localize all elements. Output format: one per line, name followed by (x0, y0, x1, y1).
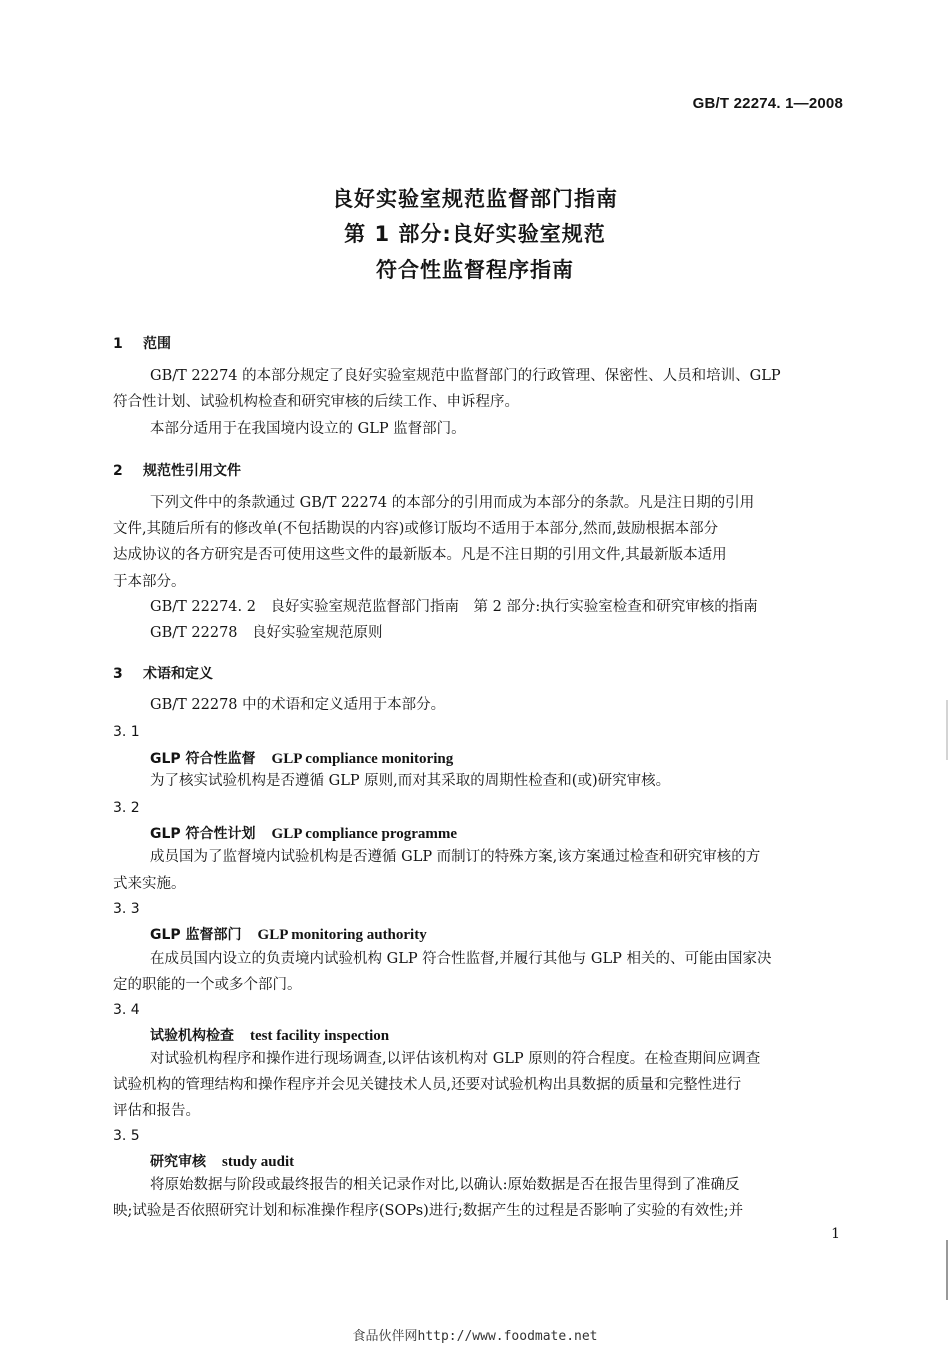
section-number: 1 (113, 336, 123, 352)
term-en: study audit (222, 1154, 295, 1170)
term-definition-line: 式来实施。 (113, 876, 186, 892)
scan-edge-mark (946, 700, 948, 760)
standard-code: GB/T 22274. 1—2008 (692, 95, 843, 112)
term-zh: GLP 符合性计划 (150, 826, 256, 842)
term-heading (150, 1151, 294, 1171)
reference-title: 良好实验室规范原则 (252, 625, 383, 641)
title-line-2: 第 1 部分:良好实验室规范 (344, 222, 606, 246)
term-heading (150, 924, 427, 944)
term-number: 3. 4 (113, 1002, 140, 1018)
term-zh: 试验机构检查 (150, 1028, 234, 1044)
term-heading (150, 1025, 389, 1045)
section-title: 范围 (143, 336, 171, 352)
term-en: test facility inspection (250, 1028, 390, 1044)
title-line-1: 良好实验室规范监督部门指南 (332, 187, 618, 211)
section-title: 规范性引用文件 (143, 463, 241, 479)
section-2-heading (113, 460, 241, 480)
scan-edge-mark (946, 1240, 948, 1300)
normative-reference (150, 620, 383, 646)
term-definition-line: 评估和报告。 (113, 1103, 200, 1119)
title-line-3: 符合性监督程序指南 (376, 258, 574, 282)
section-2-paragraph-line: 达成协议的各方研究是否可使用这些文件的最新版本。凡是不注日期的引用文件,其最新版本适用 (113, 547, 727, 563)
section-2-paragraph-line: 下列文件中的条款通过 GB/T 22274 的本部分的引用而成为本部分的条款。凡是注日期的引用 (150, 495, 755, 511)
term-zh: GLP 监督部门 (150, 927, 242, 943)
footer-site-name: 食品伙伴网 (352, 1329, 418, 1344)
reference-code: GB/T 22278 (150, 625, 238, 641)
section-2-paragraph-line: 于本部分。 (113, 574, 186, 590)
term-definition-line: 为了核实试验机构是否遵循 GLP 原则,而对其采取的周期性检查和(或)研究审核。 (150, 773, 671, 789)
section-number: 2 (113, 463, 123, 479)
page-number: 1 (831, 1226, 840, 1242)
section-1-paragraph-line: 本部分适用于在我国境内设立的 GLP 监督部门。 (150, 421, 466, 437)
section-2-paragraph-line: 文件,其随后所有的修改单(不包括勘误的内容)或修订版均不适用于本部分,然而,鼓励根据本部分 (113, 521, 719, 537)
normative-reference (150, 594, 758, 620)
term-definition-line: 试验机构的管理结构和操作程序并会见关键技术人员,还要对试验机构出具数据的质量和完整性进行 (113, 1077, 742, 1093)
reference-code: GB/T 22274. 2 (150, 599, 256, 615)
term-number: 3. 5 (113, 1128, 140, 1144)
term-definition-line: 在成员国内设立的负责境内试验机构 GLP 符合性监督,并履行其他与 GLP 相关的、可能由国家决 (150, 951, 772, 967)
term-heading (150, 823, 457, 843)
section-1-paragraph-line: GB/T 22274 的本部分规定了良好实验室规范中监督部门的行政管理、保密性、人员和培训、GLP (150, 368, 781, 384)
term-heading (150, 748, 453, 768)
term-number: 3. 1 (113, 724, 140, 740)
reference-title: 良好实验室规范监督部门指南 第 2 部分:执行实验室检查和研究审核的指南 (270, 599, 758, 615)
section-1-heading (113, 333, 171, 353)
term-number: 3. 2 (113, 800, 140, 816)
term-zh: GLP 符合性监督 (150, 751, 256, 767)
footer-watermark (0, 1325, 950, 1344)
term-en: GLP compliance programme (271, 826, 458, 842)
section-title: 术语和定义 (143, 666, 213, 682)
section-3-heading (113, 663, 213, 683)
term-zh: 研究审核 (150, 1154, 206, 1170)
term-en: GLP monitoring authority (257, 927, 427, 943)
section-1-paragraph-line: 符合性计划、试验机构检查和研究审核的后续工作、申诉程序。 (113, 394, 519, 410)
term-definition-line: 成员国为了监督境内试验机构是否遵循 GLP 而制订的特殊方案,该方案通过检查和研究审核的方 (150, 849, 761, 865)
footer-url[interactable]: http://www.foodmate.net (417, 1329, 598, 1344)
section-3-intro: GB/T 22278 中的术语和定义适用于本部分。 (150, 697, 446, 713)
term-definition-line: 映;试验是否依照研究计划和标准操作程序(SOPs)进行;数据产生的过程是否影响了实验的有效性;并 (113, 1203, 744, 1219)
term-definition-line: 定的职能的一个或多个部门。 (113, 977, 302, 993)
term-definition-line: 将原始数据与阶段或最终报告的相关记录作对比,以确认:原始数据是否在报告里得到了准确反 (150, 1177, 740, 1193)
term-definition-line: 对试验机构程序和操作进行现场调查,以评估该机构对 GLP 原则的符合程度。在检查期间应调查 (150, 1051, 761, 1067)
section-number: 3 (113, 666, 123, 682)
term-en: GLP compliance monitoring (271, 751, 454, 767)
term-number: 3. 3 (113, 901, 140, 917)
